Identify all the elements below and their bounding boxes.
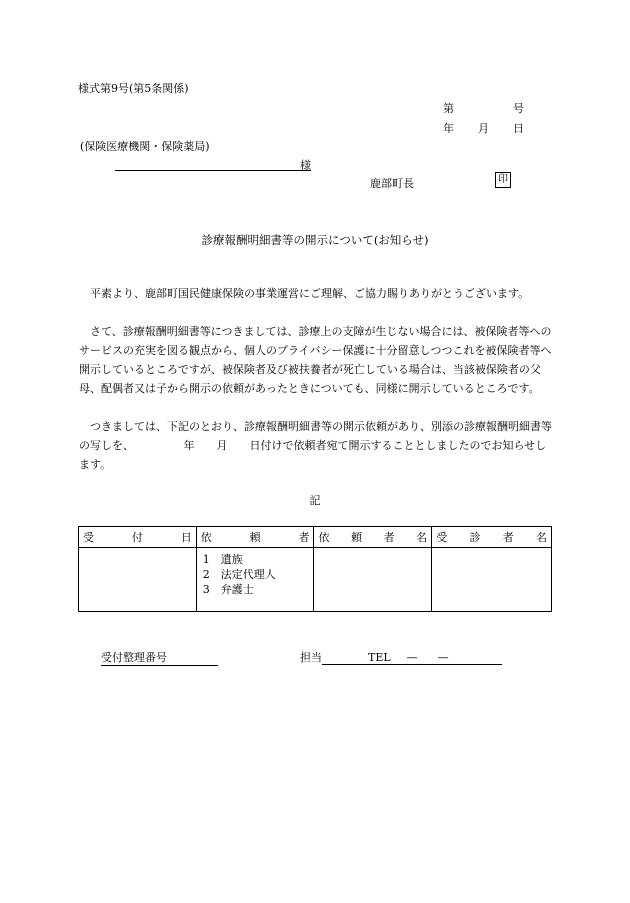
doc-number-prefix: 第 bbox=[443, 102, 454, 115]
document-title: 診療報酬明細書等の開示について(お知らせ) bbox=[201, 233, 429, 247]
doc-number-suffix: 号 bbox=[513, 102, 524, 115]
contact-field bbox=[300, 649, 502, 665]
seal-mark: 印 bbox=[495, 172, 511, 188]
recipient-honorific: 様 bbox=[300, 159, 311, 172]
cell-receipt-date[interactable] bbox=[79, 548, 197, 612]
recipient-label: (保険医療機関・保険薬局) bbox=[80, 140, 210, 153]
tel-dash-1: — bbox=[406, 651, 418, 664]
table-row bbox=[79, 548, 552, 612]
requester-option: 3 弁護士 bbox=[202, 583, 254, 596]
header-requester-name: 依 頼 者 名 bbox=[314, 527, 432, 548]
recipient-name-line bbox=[115, 170, 311, 171]
sender-name: 鹿部町長 bbox=[370, 177, 414, 190]
cell-patient-name[interactable] bbox=[432, 548, 552, 612]
paragraph-explanation: さて、診療報酬明細書等につきましては、診療上の支障が生じない場合には、被保険者等へのサービスの充実を図る観点から、個人のプライバシー保護に十分留意しつつこれを被保険者等へ開示しているところですが、被保険者及び被扶養者が死亡している場合は、当該被保険者の父母、配偶者又は子から開示の依頼があったときについても、同様に開示しているところです。 bbox=[79, 325, 552, 395]
date-month: 月 bbox=[478, 122, 489, 135]
form-label: 様式第9号(第5条関係) bbox=[78, 82, 189, 95]
header-requester: 依 頼 者 bbox=[196, 527, 314, 548]
paragraph-greeting: 平素より、鹿部町国民健康保険の事業運営にご理解、ご協力賜りありがとうございます。 bbox=[90, 287, 530, 300]
cell-requester-options bbox=[196, 548, 314, 612]
contact-label: 担当 bbox=[300, 651, 322, 664]
tel-dash-2: — bbox=[437, 651, 449, 664]
tel-label: TEL bbox=[368, 651, 391, 664]
date-day: 日 bbox=[513, 122, 524, 135]
contact-line bbox=[322, 651, 502, 665]
ki-heading: 記 bbox=[309, 494, 321, 507]
cell-requester-name[interactable] bbox=[314, 548, 432, 612]
requester-option: 1 遺族 bbox=[202, 553, 243, 566]
table-header-row bbox=[79, 527, 552, 548]
header-patient-name: 受 診 者 名 bbox=[432, 527, 552, 548]
receipt-number-field bbox=[101, 649, 218, 666]
paragraph-notice: つきましては、下記のとおり、診療報酬明細書等の開示依頼があり、別添の診療報酬明細書等の写しを、 年 月 日付けで依頼者宛て開示することとしましたのでお知らせします。 bbox=[79, 420, 552, 471]
header-receipt-date: 受 付 日 bbox=[79, 527, 197, 548]
requester-option: 2 法定代理人 bbox=[202, 568, 276, 581]
receipt-number-label: 受付整理番号 bbox=[101, 649, 218, 666]
date-year: 年 bbox=[443, 122, 454, 135]
request-table bbox=[78, 526, 552, 612]
